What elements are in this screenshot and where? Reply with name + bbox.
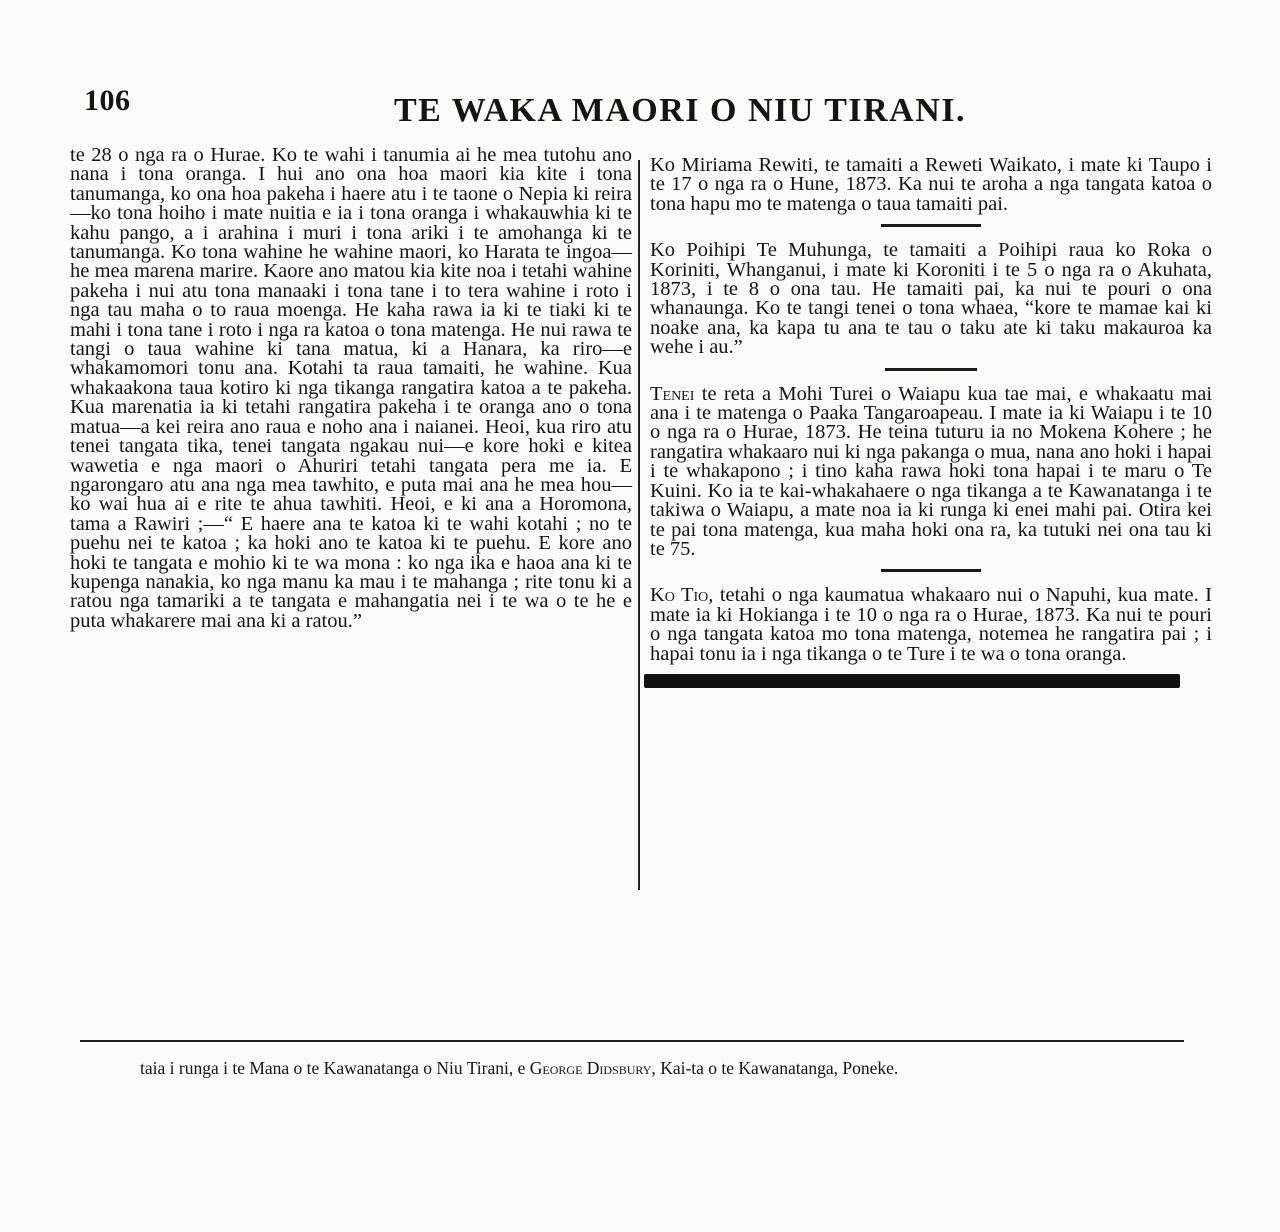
- notice-body: tetahi o nga kaumatua whakaaro nui o Napuhi, kua mate. I mate ia ki Hokianga i te 10 o nga ra o Hurae, 1873. Ka nui te pouri o nga tangata katoa mo tona matenga, notemea he rangatira pai ; i hapai tonu ia i nga tikanga o te Ture i te wa o tona oranga.: [650, 584, 1213, 665]
- section-separator: [885, 368, 977, 371]
- right-column: [650, 156, 1212, 688]
- notice-poihipi-te-muhunga: Ko Poihipi Te Muhunga, te tamaiti a Poihipi raua ko Roka o Koriniti, Whanganui, i mate ki Koroniti i te 5 o nga ra o Akuhata, 1873, i te 8 o ona tau. He tamaiti pai, ka nui te pouri o ona whanaunga. Ko te tangi tenei o tona whaea, “kore te mamae kai ki noake ana, ka kapa tu ana te tau o taku ate ki taku makauroa ka wehe i au.”: [650, 239, 1212, 359]
- printer-imprint: [140, 1058, 1140, 1079]
- left-column: [70, 146, 632, 631]
- notice-lead-word: Tenei: [650, 382, 695, 405]
- notice-lead-word: Ko Tio,: [650, 584, 714, 607]
- notice-paaka-tangaroapeau: [650, 382, 1213, 560]
- obituary-continuation-text: te 28 o nga ra o Hurae. Ko te wahi i tanumia ai he mea tutohu ano nana i tona oranga. I hui ano ona hoa maori kia kite i tona tanumanga, ko ona hoa pakeha i haere atu i te taone o Nepia ki reira—ko tona hoiho i mate nuitia e ia i tona oranga i whakauwhia ki te kahu pango, a i arahina i muri i tona ariki i te amohanga ki te tanumanga. Ko tona wahine he wahine maori, ko Harata te ingoa—he mea marena marire. Kaore ano matou kia kite noa i tetahi wahine pakeha i nui atu tona manaaki i tona tane i to tera wahine i roto i nga tau maha o to raua moenga. He kaha rawa ia ki te tiaki ki te mahi i tona tane i roto i nga ra katoa o tona matenga. He nui rawa te tangi o taua wahine ki tana matua, ki a Hanara, ka riro—e whakamomori tonu ana. Kotahi ta raua tamaiti, he wahine. Kua whakaakona taua kotiro ki nga tikanga rangatira katoa a te pakeha. Kua marenatia ia ki tetahi rangatira pakeha i te oranga ano o tona matua—a kei reira ano raua e noho ana i naianei. Heoi, kua riro atu tenei tangata tika, tenei tangata ngakau nui—e kore hoki e kitea wawetia e nga maori o Ahuriri tetahi tangata pera me ia. E ngarongaro atu ana nga mea tawhito, e puta mai ana he mea hou—ko wai hua ai e rite te ahua tawhiti. Heoi, e ki ana a Horomona, tama a Rawiri ;—“ E haere ana te katoa ki te wahi kotahi ; no te puehu nei te katoa ; ka hoki ano te katoa ki te puehu. E kore ano hoki te tangata e mohio ki te wa mona : ko nga ika e haoa ana ki te kupenga nanakia, ko nga manu ka mau i te mahanga ; rite tonu ki a ratou nga tamariki a te tangata e mahangatia nei i te wa o te he e puta whakarere mai ana ki a ratou.”: [70, 144, 632, 632]
- page-title: TE WAKA MAORI O NIU TIRANI.: [394, 92, 966, 129]
- column-divider: [638, 160, 640, 890]
- imprint-text-end: Kai-ta o te Kawanatanga, Poneke.: [660, 1058, 899, 1078]
- printer-name: George Didsbury,: [529, 1058, 656, 1078]
- section-separator: [881, 224, 981, 227]
- notice-body: te reta a Mohi Turei o Waiapu kua tae mai, e whakaatu mai ana i te matenga o Paaka Tangaroapeau. I mate ia ki Waiapu i te 10 o nga ra o Hurae, 1873. He teina tuturu ia no Mokena Kohere ; he rangatira whakaaro nui ki nga pakanga o mua, nana ano hoki i hapai i te whakapono ; i tino kaha rawa hoki tona hapai i te maru o Te Kuini. Ko ia te kai-whakahaere o nga tikanga a te Kawanatanga i te takiwa o Waiapu, a mate noa ia ki runga ki enei mahi pai. Otira kei te pai tona matenga, kua maha hoki ona ra, ka tutuki nei ona tau ki te 75.: [650, 382, 1213, 560]
- page-number: 106: [84, 84, 131, 117]
- notice-tio: [650, 586, 1212, 664]
- notice-miriama-rewiti: Ko Miriama Rewiti, te tamaiti a Reweti Waikato, i mate ki Taupo i te 17 o nga ra o Hune, 1873. Ka nui te aroha a nga tangata katoa o tona hapu mo te matenga o taua tamaiti pai.: [650, 154, 1212, 215]
- section-separator: [881, 569, 981, 572]
- imprint-text: taia i runga i te Mana o te Kawanatanga o Niu Tirani, e: [140, 1058, 526, 1078]
- end-bar: [644, 674, 1180, 688]
- footer-rule: [80, 1040, 1184, 1042]
